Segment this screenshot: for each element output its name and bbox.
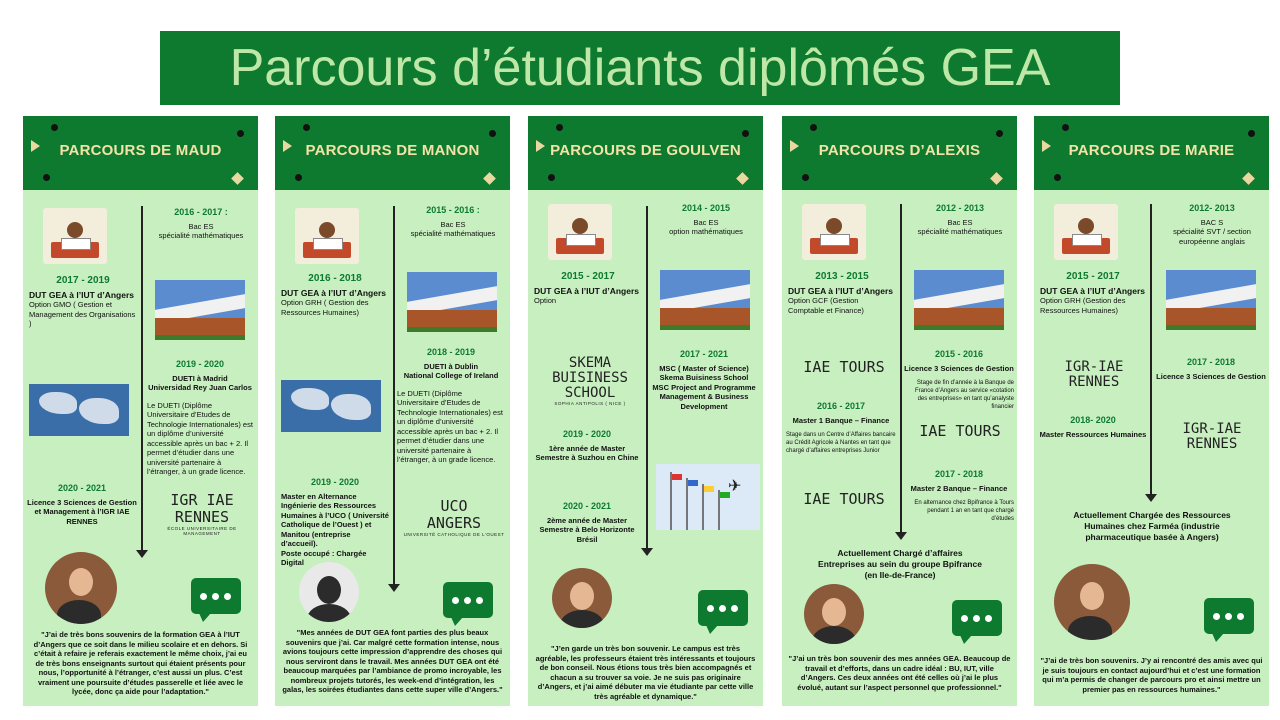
event-master: 2018- 2020 Master Ressources Humaines [1039, 415, 1147, 439]
campus-photo [1166, 270, 1256, 330]
avatar-goulven [552, 568, 612, 628]
avatar-alexis [804, 584, 864, 644]
event-msc: 2017 - 2021 MSC ( Master of Science) Skema Buisiness School MSC Project and Programme Management & Business Development [652, 349, 756, 411]
event-licence: 2015 - 2016 Licence 3 Sciences de Gestion Stage de fin d’année à la Banque de France d’Angers au service «cotation des entreprises» en tant qu’analyste financier [904, 349, 1014, 410]
speech-bubble-icon [952, 600, 1002, 636]
card-goulven [528, 116, 763, 706]
study-desk-illustration-icon [1054, 204, 1118, 260]
avatar-silhouette-icon [299, 562, 359, 622]
card-header [23, 116, 258, 190]
confetti-dot [742, 130, 749, 137]
card-manon [275, 116, 510, 706]
avatar-marie [1054, 564, 1130, 640]
europe-map-image [281, 380, 381, 432]
testimonial-quote: "Mes années de DUT GEA font parties des plus beaux souvenirs que j’ai. Car malgré cette formation intense, nous avions toujours cette impression d’apprendre des choses qui nous serviront dans le travail. Mes années DUT GEA ont été beaucoup marquées par l’ambiance de promo incroyable, les nombreux projets tutorés, les week-end d’intégration, les galas, les soirées étudiantes dans cette super ville d’Angers." [282, 628, 503, 694]
iae-tours-logo: IAE TOURS [919, 422, 1001, 440]
study-desk-illustration-icon [548, 204, 612, 260]
confetti-dot [1054, 174, 1061, 181]
uco-angers-logo: UCO ANGERS UNIVERSITÉ CATHOLIQUE DE L’OUEST [403, 497, 505, 537]
testimonial-quote: "J’ai un très bon souvenir des mes années GEA. Beaucoup de travail et d’efforts, dans un cadre idéal : BU, IUT, ville d’Angers. Ces deux années ont été celles où j’ai le plus évolué, autant sur l’aspect personnel que professionnel." [788, 654, 1011, 692]
confetti-dot [489, 130, 496, 137]
card-title: PARCOURS D’ALEXIS [818, 142, 981, 159]
event-bac: 2012- 2013 BAC S spécialité SVT / section européenne anglais [1173, 203, 1251, 246]
card-title: PARCOURS DE MANON [305, 142, 480, 159]
page-title: Parcours d’étudiants diplômés GEA [160, 31, 1120, 105]
confetti-diamond [231, 172, 244, 185]
current-position: Actuellement Chargé d’affaires Entreprises au sein du groupe Bpifrance (en Ile-de-France) [818, 548, 982, 580]
timeline-line [1150, 204, 1152, 496]
europe-map-image [29, 384, 129, 436]
confetti-dot [1248, 130, 1255, 137]
card-title: PARCOURS DE MAUD [59, 142, 222, 159]
card-header [528, 116, 763, 190]
confetti-dot [237, 130, 244, 137]
event-licence: 2017 - 2018 Licence 3 Sciences de Gestion [1156, 357, 1266, 381]
card-title: PARCOURS DE GOULVEN [550, 142, 741, 159]
confetti-dot [1062, 124, 1069, 131]
testimonial-quote: "J’ai de très bons souvenirs de la formation GEA à l’IUT d’Angers que ce soit dans le milieu scolaire et en dehors. Si c’était à refaire je referais exactement le même choix, j’ai eu de très bons enseignants surtout qui étaient présents pour nous, l’opportunité à l’étranger, c’est aussi un plus. C’est vraiment une poursuite d’études passerelle et liée avec le lycée, donc ça aide pour l’adaptation." [33, 630, 248, 696]
event-dut: 2017 - 2019 DUT GEA à l’IUT d’Angers Option GMO ( Gestion et Management des Organisations ) [29, 275, 136, 328]
card-header [782, 116, 1017, 190]
flags-airplane-image: ✈ [656, 464, 760, 530]
campus-photo [660, 270, 750, 330]
campus-photo [407, 272, 497, 332]
confetti-dot [802, 174, 809, 181]
timeline-line [900, 204, 902, 534]
event-bac: 2012 - 2013 Bac ES spécialité mathématiques [917, 203, 1003, 236]
igr-iae-rennes-logo: IGR IAE RENNES ÉCOLE UNIVERSITAIRE DE MANAGEMENT [167, 491, 237, 536]
skema-business-school-logo: SKEMA BUISINESS SCHOOL SOPHIA ANTIPOLIS ( NICE ) [552, 355, 628, 406]
study-desk-illustration-icon [295, 208, 359, 264]
confetti-dot [295, 174, 302, 181]
event-bac: 2015 - 2016 : Bac ES spécialité mathématiques [410, 205, 496, 238]
speech-bubble-icon [191, 578, 241, 614]
campus-photo [914, 270, 1004, 330]
confetti-diamond [990, 172, 1003, 185]
event-master-1: 2019 - 2020 1ère année de Master Semestre à Suzhou en Chine [535, 429, 639, 462]
confetti-dot [556, 124, 563, 131]
confetti-diamond [1242, 172, 1255, 185]
card-maud [23, 116, 258, 706]
speech-bubble-icon [698, 590, 748, 626]
avatar-maud [45, 552, 117, 624]
timeline-line [646, 206, 648, 550]
event-master-1: 2016 - 2017 Master 1 Banque – Finance Stage dans un Centre d’Affaires bancaire au Crédit Agricole à Nantes en tant que chargé d’affaires entreprises Junior [786, 401, 896, 454]
study-desk-illustration-icon [43, 208, 107, 264]
iae-tours-logo: IAE TOURS [803, 358, 885, 376]
study-desk-illustration-icon [802, 204, 866, 260]
confetti-dot [51, 124, 58, 131]
card-header [1034, 116, 1269, 190]
card-marie [1034, 116, 1269, 706]
confetti-dot [810, 124, 817, 131]
timeline-line [393, 206, 395, 586]
igr-iae-rennes-logo: IGR-IAE RENNES [1182, 421, 1242, 452]
speech-bubble-icon [1204, 598, 1254, 634]
event-dueti: 2018 - 2019 DUETI à Dublin National College of Ireland Le DUETI (Diplôme Universitaire d’Etudes de Technologie Internationales) est un diplôme d’université accessible après un bac + 2. Il permet d’étudier dans une université partenaire à l’étranger, à un grade licence. [397, 347, 503, 464]
confetti-dot [548, 174, 555, 181]
card-title: PARCOURS DE MARIE [1068, 142, 1235, 159]
confetti-diamond [736, 172, 749, 185]
event-dut: 2016 - 2018 DUT GEA à l’IUT d’Angers Option GRH ( Gestion des Ressources Humaines) [281, 273, 387, 317]
event-master-2: 2020 - 2021 2ème année de Master Semestre à Belo Horizonte Brésil [539, 501, 635, 544]
event-dut: 2015 - 2017 DUT GEA à l’IUT d’Angers Option [534, 271, 640, 305]
testimonial-quote: "J’ai de très bon souvenirs. J’y ai rencontré des amis avec qui je suis toujours en contact aujourd’hui et c’est une formation qui m’a permis de changer de parcours pro et ainsi mettre un premier pas en ressources humaines." [1040, 656, 1263, 694]
event-bac: 2014 - 2015 Bac ES option mathématiques [669, 203, 743, 236]
event-master-2: 2017 - 2018 Master 2 Banque – Finance En alternance chez Bpifrance à Tours pendant 1 an en tant que chargé d’études [910, 469, 1014, 522]
testimonial-quote: "J’en garde un très bon souvenir. Le campus est très agréable, les professeurs étaient très intéressants et toujours de bon conseil. Nous étions tous très bien accompagnés et chacun a su trouver sa voie. Je ne suis pas originaire d’Angers, et j’ai aimé débuter ma vie étudiante par cette ville très agréable et dynamique." [535, 644, 756, 701]
campus-photo [155, 280, 245, 340]
confetti-diamond [483, 172, 496, 185]
event-dueti: 2019 - 2020 DUETI à Madrid Universidad Rey Juan Carlos Le DUETI (Diplôme Universitaire d’Etudes de Technologie Internationales) est un diplôme d’université accessible après un bac + 2. Il permet d’étudier dans une université partenaire à l’étranger, à un grade licence. [147, 359, 253, 476]
confetti-dot [43, 174, 50, 181]
event-licence: 2020 - 2021 Licence 3 Sciences de Gestion et Management à l’IGR IAE RENNES [27, 483, 137, 526]
event-master: 2019 - 2020 Master en Alternance Ingénierie des Ressources Humaines à l’UCO ( Université Catholique de l’Ouest ) et Manitou (entreprise d’accueil). Poste occupé : Chargée Digital [281, 477, 389, 567]
igr-iae-rennes-logo: IGR-IAE RENNES [1064, 359, 1124, 390]
card-header [275, 116, 510, 190]
event-dut: 2013 - 2015 DUT GEA à l’IUT d’Angers Option GCF (Gestion Comptable et Finance) [788, 271, 894, 315]
timeline-line [141, 206, 143, 552]
speech-bubble-icon [443, 582, 493, 618]
card-alexis [782, 116, 1017, 706]
confetti-dot [996, 130, 1003, 137]
event-bac: 2016 - 2017 : Bac ES spécialité mathématiques [158, 207, 244, 240]
event-dut: 2015 - 2017 DUT GEA à l’IUT d’Angers Option GRH (Gestion des Ressources Humaines) [1040, 271, 1146, 315]
iae-tours-logo: IAE TOURS [803, 490, 885, 508]
confetti-dot [303, 124, 310, 131]
current-position: Actuellement Chargée des Ressources Humaines chez Farméa (industrie pharmaceutique basée à Angers) [1073, 510, 1231, 542]
